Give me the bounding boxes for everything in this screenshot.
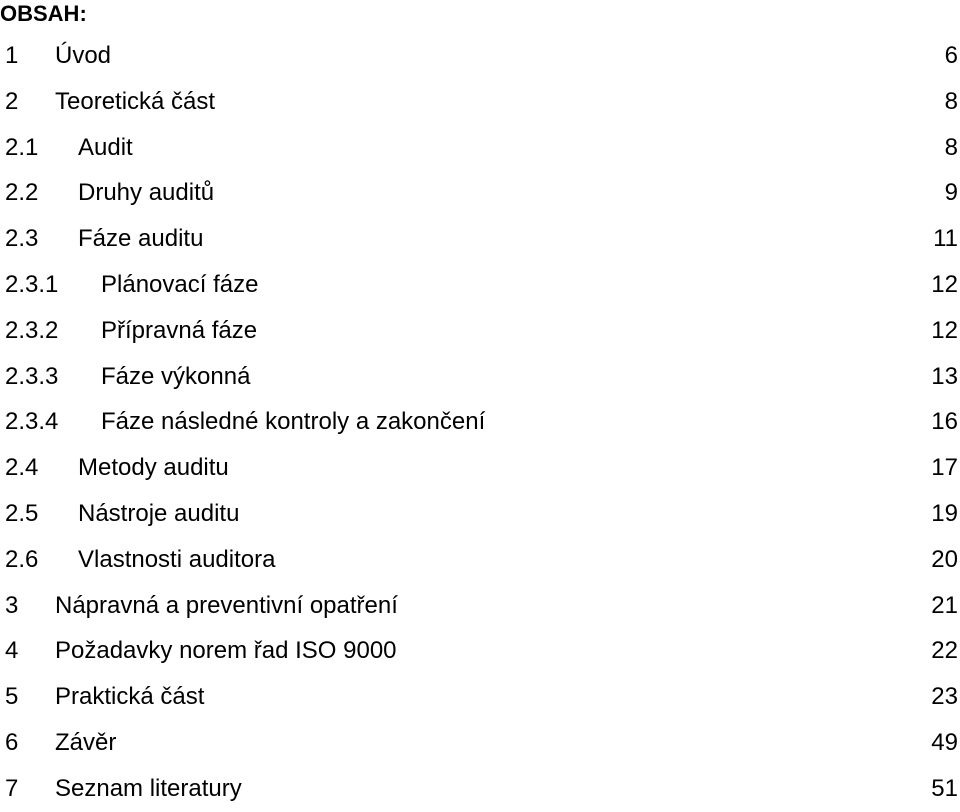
toc-entry[interactable] xyxy=(0,720,958,766)
toc-entry-number: 2.3 xyxy=(5,225,39,253)
toc-entry-title: Vlastnosti auditora xyxy=(78,545,276,573)
toc-entry[interactable] xyxy=(0,399,958,445)
toc-entry[interactable] xyxy=(0,766,958,812)
toc-entry-title: Metody auditu xyxy=(78,454,229,482)
toc-entry[interactable] xyxy=(0,628,958,674)
toc-entry-title: Úvod xyxy=(55,42,112,69)
toc-entry-title: Audit xyxy=(78,133,133,161)
toc-entry-number: 2.3.4 xyxy=(5,408,59,436)
toc-entry-page: 23 xyxy=(931,683,958,711)
toc-entry-title: Druhy auditů xyxy=(78,179,215,207)
toc-entry-page: 12 xyxy=(931,270,958,298)
toc-entry-title: Nástroje auditu xyxy=(78,499,240,527)
toc-entry-title: Nápravná a preventivní opatření xyxy=(55,591,398,619)
toc-entry-number: 6 xyxy=(5,728,19,756)
toc-entry-page: 20 xyxy=(931,545,958,573)
toc-entry-number: 5 xyxy=(5,683,19,711)
toc-entry[interactable] xyxy=(0,583,958,629)
toc-entry-title: Požadavky norem řad ISO 9000 xyxy=(55,637,397,665)
toc-entry[interactable] xyxy=(0,33,958,79)
toc-entry-page: 16 xyxy=(931,408,958,436)
toc-entry-number: 2 xyxy=(5,87,19,115)
toc-entry-page: 51 xyxy=(931,774,958,802)
toc-entry[interactable] xyxy=(0,537,958,583)
toc-entry[interactable] xyxy=(0,308,958,354)
toc-entry-title: Praktická část xyxy=(55,683,205,711)
toc-entry-title: Plánovací fáze xyxy=(101,270,259,298)
toc-title: OBSAH: xyxy=(0,1,87,26)
toc-entry-title: Seznam literatury xyxy=(55,774,242,802)
toc-entry-page: 49 xyxy=(931,728,958,756)
toc-entry-number: 7 xyxy=(5,774,19,802)
toc-entry-number: 2.5 xyxy=(5,499,39,527)
toc-entry-number: 2.6 xyxy=(5,545,39,573)
toc-entry-number: 2.3.1 xyxy=(5,270,59,298)
toc-entry-page: 6 xyxy=(944,42,958,69)
toc-entry[interactable] xyxy=(0,216,958,262)
toc-entry-number: 3 xyxy=(5,591,19,619)
toc-entry[interactable] xyxy=(0,262,958,308)
toc-entry[interactable] xyxy=(0,79,958,125)
toc-entry-title: Teoretická část xyxy=(55,87,216,115)
toc-entry-title: Závěr xyxy=(55,728,117,756)
toc-entry-page: 17 xyxy=(931,454,958,482)
toc-entry-page: 8 xyxy=(944,87,958,115)
toc-entry-number: 2.4 xyxy=(5,454,39,482)
toc-entry-page: 12 xyxy=(931,316,958,344)
toc-entry-page: 9 xyxy=(944,179,958,207)
toc-entry-number: 4 xyxy=(5,637,19,665)
toc-entry-number: 2.3.2 xyxy=(5,316,59,344)
toc-entry-page: 19 xyxy=(931,499,958,527)
toc-entry[interactable] xyxy=(0,170,958,216)
toc-entry-number: 1 xyxy=(5,42,19,69)
toc-entry-page: 21 xyxy=(931,591,958,619)
toc-entry[interactable] xyxy=(0,491,958,537)
toc-entry-page: 13 xyxy=(931,362,958,390)
toc-entry-page: 22 xyxy=(931,637,958,665)
toc-entry[interactable] xyxy=(0,445,958,491)
toc-list xyxy=(0,33,958,812)
toc-entry-title: Přípravná fáze xyxy=(101,316,258,344)
toc-entry-title: Fáze auditu xyxy=(78,225,204,253)
toc-entry[interactable] xyxy=(0,125,958,171)
toc-entry-page: 11 xyxy=(933,225,958,253)
toc-entry-number: 2.3.3 xyxy=(5,362,59,390)
toc-entry[interactable] xyxy=(0,354,958,400)
toc-entry-page: 8 xyxy=(944,133,958,161)
toc-entry-title: Fáze výkonná xyxy=(101,362,251,390)
toc-entry-number: 2.2 xyxy=(5,179,39,207)
toc-entry-title: Fáze následné kontroly a zakončení xyxy=(101,408,486,436)
toc-entry[interactable] xyxy=(0,674,958,720)
toc-entry-number: 2.1 xyxy=(5,133,39,161)
